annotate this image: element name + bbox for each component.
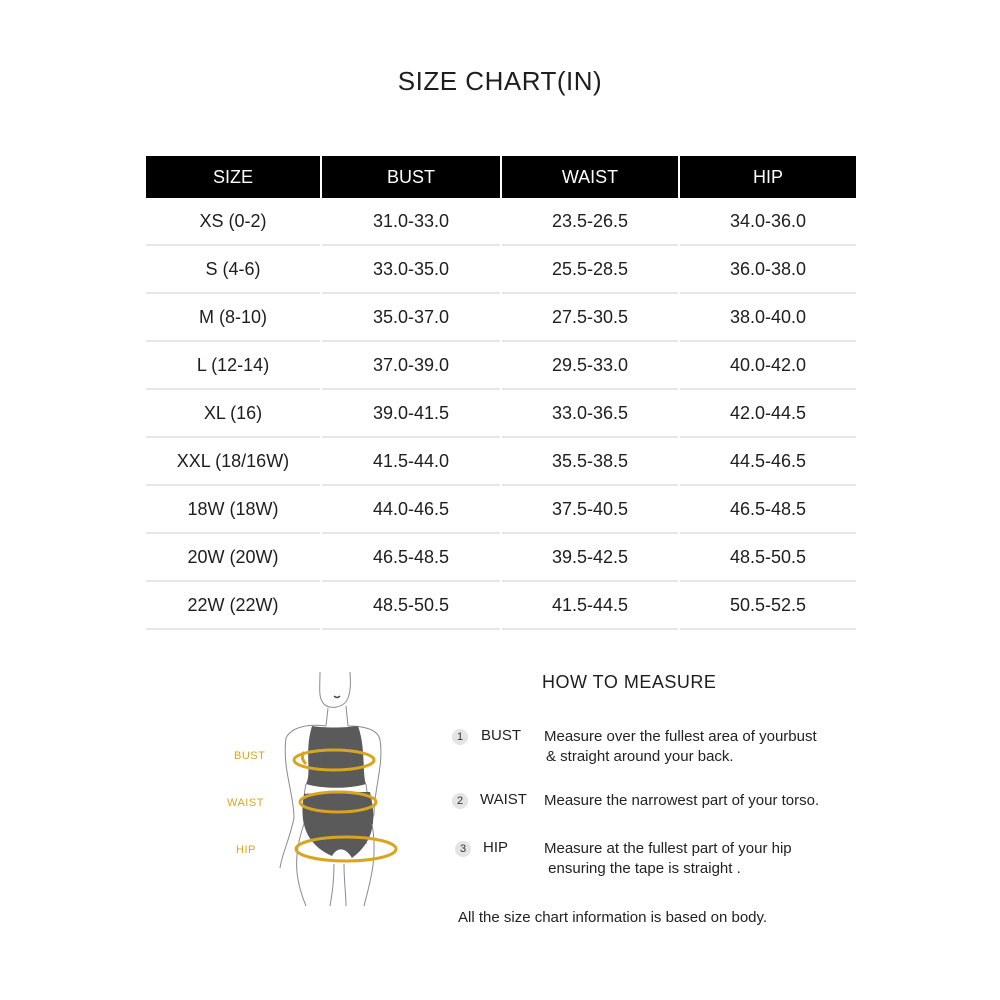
cell-waist: 29.5-33.0 — [502, 342, 678, 390]
cell-size: XXL (18/16W) — [146, 438, 320, 486]
cell-hip: 48.5-50.5 — [680, 534, 856, 582]
body-outline-illustration — [220, 668, 420, 913]
step-desc-line: Measure at the fullest part of your hip — [544, 840, 792, 857]
cell-hip: 38.0-40.0 — [680, 294, 856, 342]
bust-label: BUST — [234, 750, 266, 762]
page-title: SIZE CHART(IN) — [397, 66, 603, 96]
table-row — [146, 582, 856, 630]
table-header — [146, 156, 856, 198]
waist-label: WAIST — [227, 797, 264, 809]
table-body — [146, 198, 856, 630]
cell-bust: 39.0-41.5 — [322, 390, 500, 438]
step-name: BUST — [481, 727, 522, 744]
step-desc-line: Measure the narrowest part of your torso. — [544, 792, 820, 809]
cell-bust: 33.0-35.0 — [322, 246, 500, 294]
header-size: SIZE — [146, 156, 322, 198]
cell-size: 18W (18W) — [146, 486, 320, 534]
cell-hip: 46.5-48.5 — [680, 486, 856, 534]
header-hip: HIP — [680, 156, 856, 198]
cell-hip: 40.0-42.0 — [680, 342, 856, 390]
size-chart-table — [146, 156, 856, 630]
table-row — [146, 486, 856, 534]
table-row — [146, 390, 856, 438]
cell-waist: 25.5-28.5 — [502, 246, 678, 294]
step-number-badge: 1 — [452, 729, 468, 745]
cell-bust: 31.0-33.0 — [322, 198, 500, 246]
bottom-garment — [302, 792, 373, 858]
table-row — [146, 534, 856, 582]
cell-waist: 35.5-38.5 — [502, 438, 678, 486]
step-name: HIP — [483, 839, 509, 856]
how-to-measure-title: HOW TO MEASURE — [542, 672, 717, 692]
step-description — [544, 791, 844, 811]
cell-bust: 48.5-50.5 — [322, 582, 500, 630]
cell-bust: 41.5-44.0 — [322, 438, 500, 486]
table-row — [146, 246, 856, 294]
table-row — [146, 294, 856, 342]
top-garment — [306, 726, 366, 788]
cell-size: 22W (22W) — [146, 582, 320, 630]
cell-size: L (12-14) — [146, 342, 320, 390]
table-row — [146, 438, 856, 486]
step-name: WAIST — [480, 791, 527, 808]
cell-size: 20W (20W) — [146, 534, 320, 582]
step-desc-line: Measure over the fullest area of yourbust — [544, 728, 817, 745]
cell-waist: 33.0-36.5 — [502, 390, 678, 438]
step-desc-line: & straight around your back. — [546, 748, 734, 765]
cell-waist: 41.5-44.5 — [502, 582, 678, 630]
cell-hip: 44.5-46.5 — [680, 438, 856, 486]
step-desc-line: ensuring the tape is straight . — [544, 860, 741, 877]
header-bust: BUST — [322, 156, 502, 198]
cell-bust: 35.0-37.0 — [322, 294, 500, 342]
cell-waist: 23.5-26.5 — [502, 198, 678, 246]
table-row — [146, 342, 856, 390]
cell-hip: 42.0-44.5 — [680, 390, 856, 438]
step-description — [544, 727, 844, 767]
cell-bust: 37.0-39.0 — [322, 342, 500, 390]
cell-waist: 27.5-30.5 — [502, 294, 678, 342]
step-number-badge: 2 — [452, 793, 468, 809]
cell-waist: 37.5-40.5 — [502, 486, 678, 534]
cell-bust: 44.0-46.5 — [322, 486, 500, 534]
cell-size: XL (16) — [146, 390, 320, 438]
cell-waist: 39.5-42.5 — [502, 534, 678, 582]
table-row — [146, 198, 856, 246]
step-description — [544, 839, 844, 879]
cell-hip: 34.0-36.0 — [680, 198, 856, 246]
cell-bust: 46.5-48.5 — [322, 534, 500, 582]
cell-hip: 50.5-52.5 — [680, 582, 856, 630]
step-number-badge: 3 — [455, 841, 471, 857]
cell-size: M (8-10) — [146, 294, 320, 342]
hip-label: HIP — [236, 844, 256, 856]
cell-size: XS (0-2) — [146, 198, 320, 246]
cell-hip: 36.0-38.0 — [680, 246, 856, 294]
cell-size: S (4-6) — [146, 246, 320, 294]
footnote: All the size chart information is based on body. — [458, 909, 768, 926]
header-waist: WAIST — [502, 156, 680, 198]
body-measure-figure — [220, 668, 420, 913]
